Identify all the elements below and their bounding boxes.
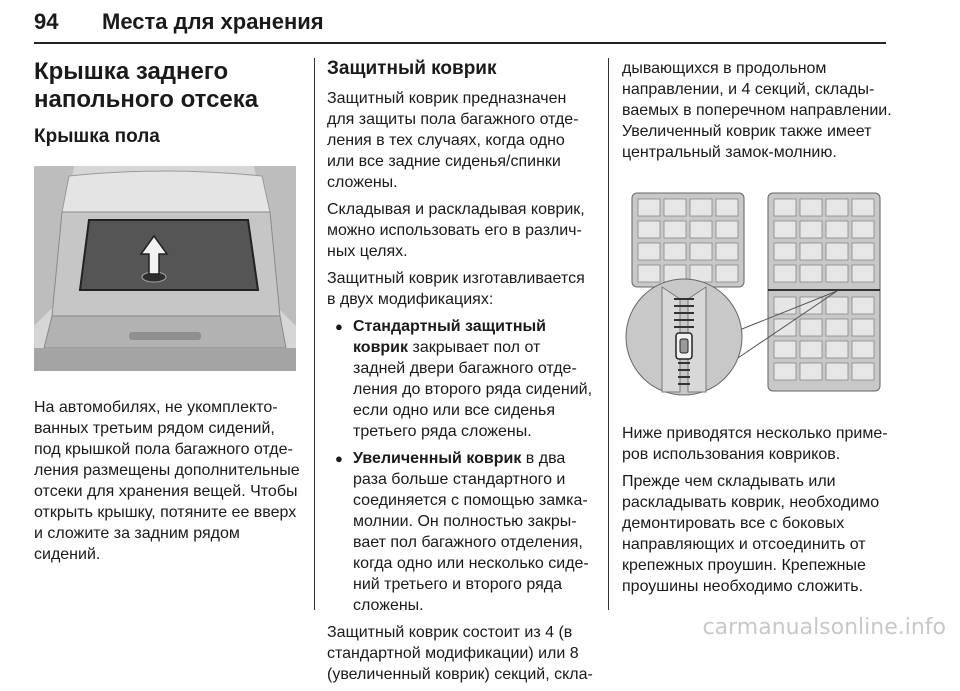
watermark: carmanualsonline.info	[702, 615, 946, 640]
trunk-floor-cover-illustration	[34, 166, 296, 371]
column-divider	[314, 58, 315, 610]
section-subtitle: Крышка пола	[34, 126, 160, 147]
list-item	[327, 448, 595, 616]
page-section-title: Места для хранения	[102, 9, 324, 34]
page-header	[34, 4, 886, 44]
paragraph: Ниже приводятся несколько примеров использования ковриков.	[622, 425, 888, 463]
column-1	[34, 58, 304, 571]
paragraph: Прежде чем складывать или раскладывать коврик, необходимо демонтировать все с боковых направляющих и отсоединить от крепежных проушин. Крепежные проушины необходимо сложить.	[622, 473, 880, 595]
list-item-text: закрывает пол от задней двери багажного отделения до второго ряда сидений, если одно или все сиденья третьего ряда сложены.	[353, 339, 593, 440]
column-3	[622, 58, 894, 603]
paragraph: Защитный коврик предназначен для защиты пола багажного отделения в тех случаях, когда одно или все задние сиденья/спинки сложены.	[327, 90, 579, 191]
section-title: Защитный коврик	[327, 58, 497, 79]
paragraph: дывающихся в продольном направлении, и 4 секций, складываемых в поперечном направлении. Увеличенный коврик также имеет центральный замок-молнию.	[622, 60, 892, 161]
extended-mat-panel	[768, 193, 880, 391]
column-divider	[608, 58, 609, 610]
zipper-detail	[626, 279, 742, 395]
list-item-bold: Стандартный защитный коврик	[353, 318, 546, 356]
list-item-bold: Увеличенный коврик	[353, 450, 522, 467]
paragraph: На автомобилях, не укомплектованных третьим рядом сидений, под крышкой пола багажного отделения размещены дополнительные отсеки для хранения вещей. Чтобы открыть крышку, потяните ее вверх и сложите за задним рядом сидений.	[34, 399, 300, 563]
page-number: 94	[34, 9, 59, 34]
paragraph: Защитный коврик изготавливается в двух модификациях:	[327, 270, 585, 308]
paragraph: Складывая и раскладывая коврик, можно использовать его в различных целях.	[327, 201, 585, 260]
section-title: Крышка заднего напольного отсека	[34, 58, 259, 113]
list-item-text: в два раза больше стандартного и соединяется с помощью замка-молнии. Он полностью закрывает пол багажного отделения, когда одно или несколько сидений третьего и второго ряда сложены.	[353, 450, 589, 614]
bullet-list	[327, 316, 595, 616]
standard-mat-panel	[632, 193, 744, 287]
paragraph: Защитный коврик состоит из 4 (в стандартной модификации) или 8 (увеличенный коврик) секций, скла-	[327, 624, 593, 683]
column-2	[327, 58, 595, 691]
floor-mat-zipper-illustration	[622, 187, 890, 397]
list-item	[327, 316, 595, 442]
